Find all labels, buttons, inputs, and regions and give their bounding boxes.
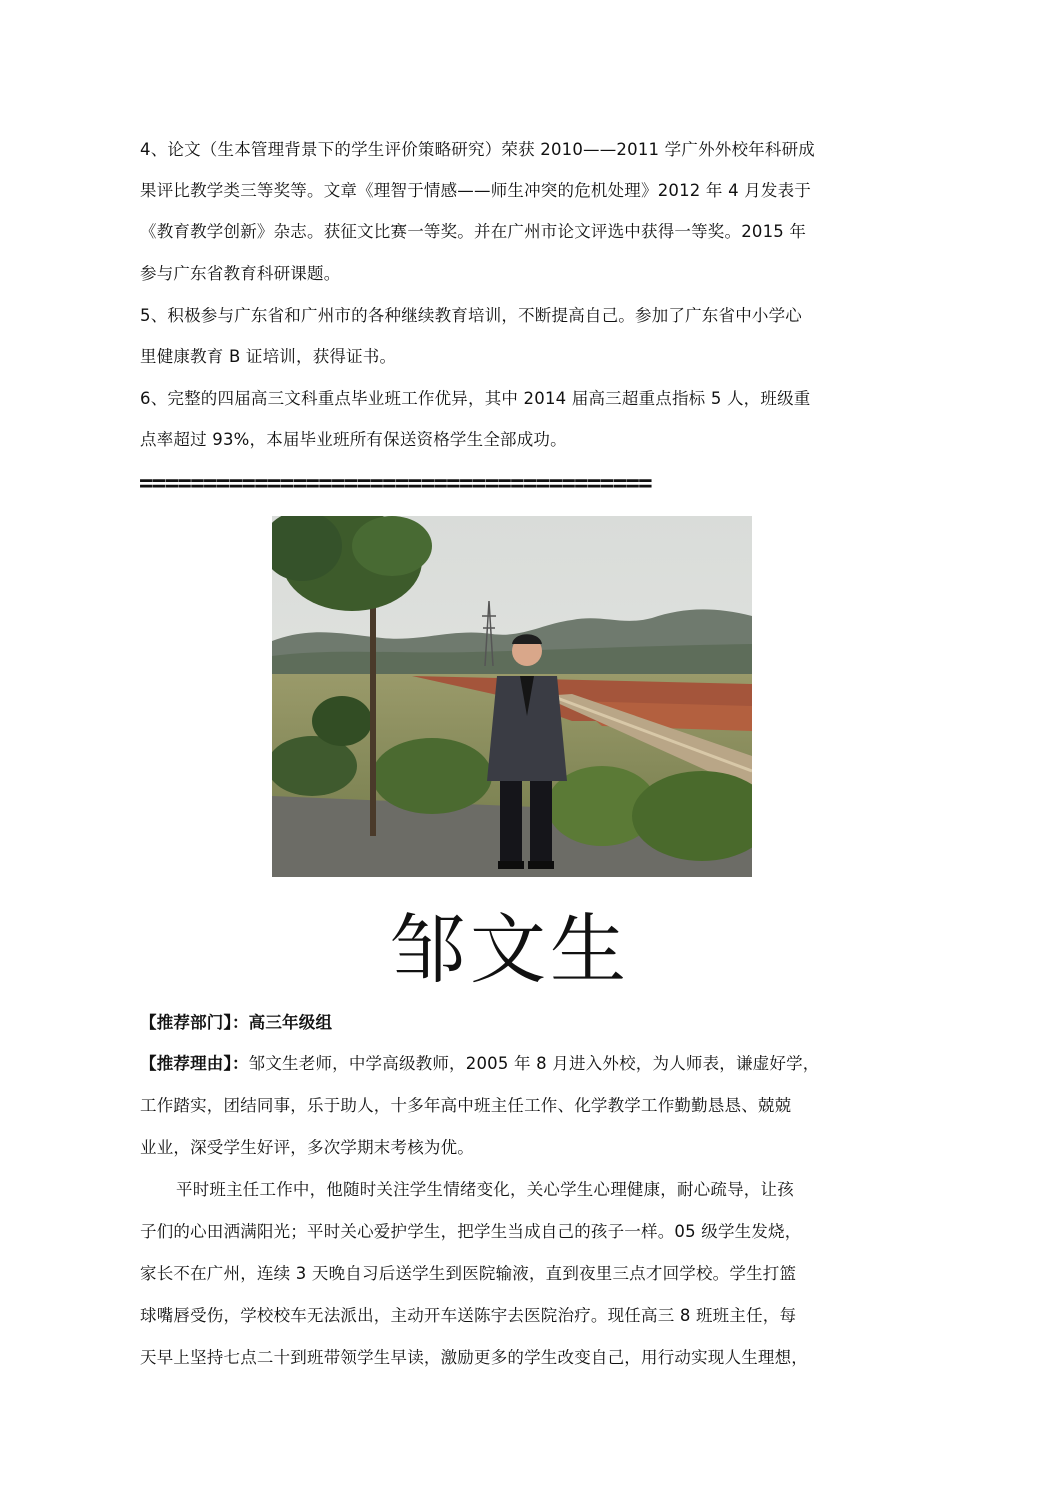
recommend-reason-label: 【推荐理由】： [140,1054,249,1073]
recommend-dept [140,1013,900,1033]
recommend-dept-label: 【推荐部门】： [140,1013,249,1032]
paragraph-5-line-1: 5、积极参与广东省和广州市的各种继续教育培训，不断提高自己。参加了广东省中小学心 [140,306,802,325]
paragraph-2-line-5: 天早上坚持七点二十到班带领学生早读，激励更多的学生改变自己，用行动实现人生理想， [140,1348,808,1367]
teacher-photo [272,516,752,877]
paragraph-4-line-4: 参与广东省教育科研课题。 [140,264,341,283]
recommend-dept-value: 高三年级组 [248,1013,333,1032]
paragraph-2-line-1: 平时班主任工作中，他随时关注学生情绪变化，关心学生心理健康，耐心疏导，让孩 [176,1180,794,1199]
paragraph-6-line-1: 6、完整的四届高三文科重点毕业班工作优异，其中 2014 届高三超重点指标 5 人，班级重 [140,389,811,408]
recommend-reason-text: 邹文生老师，中学高级教师，2005 年 8 月进入外校，为人师表，谦虚好学， [248,1054,820,1073]
recommend-reason-line-2: 工作踏实，团结同事，乐于助人，十多年高中班主任工作、化学教学工作勤勤恳恳、兢兢 [140,1096,792,1115]
paragraph-4-line-1: 4、论文（生本管理背景下的学生评价策略研究）荣获 2010——2011 学广外外校年科研成 [140,140,815,159]
recommend-reason-line-3: 业业，深受学生好评，多次学期末考核为优。 [140,1138,474,1157]
paragraph-4-line-3: 《教育教学创新》杂志。获征文比赛一等奖。并在广州市论文评选中获得一等奖。2015 年 [140,222,807,241]
section-divider: ======================================== [139,469,651,497]
paragraph-6-line-2: 点率超过 93%，本届毕业班所有保送资格学生全部成功。 [140,430,567,449]
teacher-name: 邹文生 [390,905,630,994]
paragraph-5-line-2: 里健康教育 B 证培训，获得证书。 [140,347,397,366]
recommend-reason [140,1054,900,1074]
paragraph-2-line-2: 子们的心田洒满阳光；平时关心爱护学生，把学生当成自己的孩子一样。05 级学生发烧， [140,1222,802,1241]
paragraph-4-line-2: 果评比教学类三等奖等。文章《理智于情感——师生冲突的危机处理》2012 年 4 月发表于 [140,181,812,200]
paragraph-2-line-4: 球嘴唇受伤，学校校车无法派出，主动开车送陈宇去医院治疗。现任高三 8 班班主任，每 [140,1306,797,1325]
paragraph-2-line-3: 家长不在广州，连续 3 天晚自习后送学生到医院输液，直到夜里三点才回学校。学生打篮 [140,1264,797,1283]
